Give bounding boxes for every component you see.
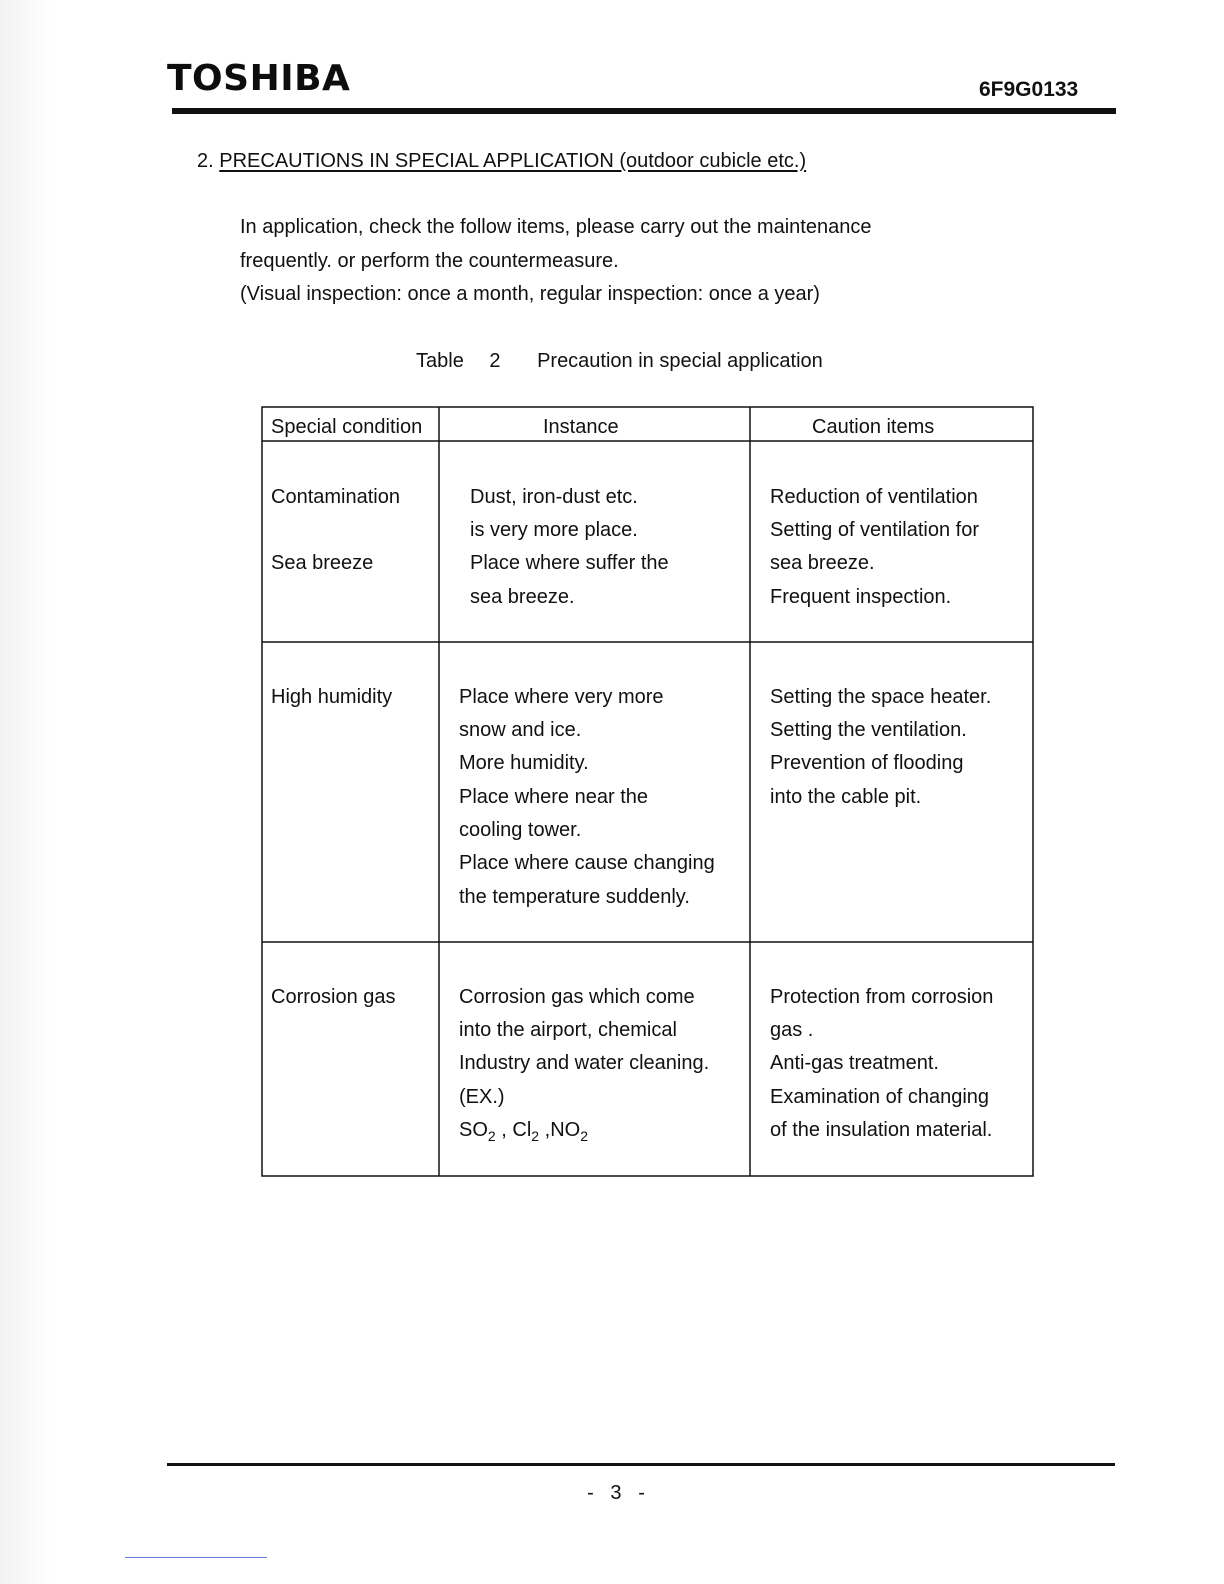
condition-cell: High humidity xyxy=(271,686,393,708)
caution-cell-line: Examination of changing xyxy=(770,1086,990,1108)
header-special-condition: Special condition xyxy=(271,416,423,438)
header-instance: Instance xyxy=(543,416,619,438)
instance-cell-line: is very more place. xyxy=(470,519,638,541)
condition-cell: Contamination xyxy=(271,486,400,508)
formula-separator: , xyxy=(539,1119,551,1141)
instance-cell-line: Dust, iron-dust etc. xyxy=(470,486,638,508)
instance-cell-line: (EX.) xyxy=(459,1086,505,1108)
condition-cell: Sea breeze xyxy=(271,552,374,574)
instance-cell-line: snow and ice. xyxy=(459,719,582,741)
formula-so: SO xyxy=(459,1119,488,1141)
header-rule xyxy=(172,108,1116,114)
document-number: 6F9G0133 xyxy=(979,78,1079,101)
section-heading xyxy=(197,150,806,173)
table-caption-number: 2 xyxy=(489,350,501,372)
instance-cell-line: Place where very more xyxy=(459,686,664,708)
section-title: PRECAUTIONS IN SPECIAL APPLICATION (outdoor cubicle etc.) xyxy=(219,150,807,172)
header-caution-items: Caution items xyxy=(812,416,935,438)
table-caption-title: Precaution in special application xyxy=(537,350,823,372)
caution-cell-line: Prevention of flooding xyxy=(770,752,964,774)
intro-line-1: In application, check the follow items, please carry out the maintenance xyxy=(240,216,872,238)
chemical-formula-line xyxy=(459,1114,588,1153)
intro-line-3: (Visual inspection: once a month, regular inspection: once a year) xyxy=(240,283,820,305)
formula-so-subscript: 2 xyxy=(487,1128,496,1144)
caution-cell-line: Setting of ventilation for xyxy=(770,519,980,541)
footer-rule xyxy=(167,1463,1115,1466)
scan-edge-shade xyxy=(0,0,52,1584)
caution-cell-line: Setting the space heater. xyxy=(770,686,992,708)
formula-cl-subscript: 2 xyxy=(531,1128,540,1144)
caution-cell-line: Reduction of ventilation xyxy=(770,486,978,508)
toshiba-logo: TOSHIBA xyxy=(167,58,351,99)
caution-cell-line: Protection from corrosion xyxy=(770,986,994,1008)
instance-cell-line: sea breeze. xyxy=(470,586,575,608)
formula-cl: Cl xyxy=(512,1119,532,1141)
caution-cell-line: gas . xyxy=(770,1019,814,1041)
formula-no: NO xyxy=(550,1119,581,1141)
instance-cell-line: Industry and water cleaning. xyxy=(459,1052,710,1074)
condition-cell: Corrosion gas xyxy=(271,986,396,1008)
caution-cell-line: Anti-gas treatment. xyxy=(770,1052,939,1074)
caution-cell-line: sea breeze. xyxy=(770,552,875,574)
intro-line-2: frequently. or perform the countermeasure. xyxy=(240,250,619,272)
instance-cell-line: Corrosion gas which come xyxy=(459,986,695,1008)
caution-cell-line: into the cable pit. xyxy=(770,786,922,808)
scan-artifact-line xyxy=(125,1557,267,1558)
instance-cell-line: More humidity. xyxy=(459,752,589,774)
caution-cell-line: Setting the ventilation. xyxy=(770,719,967,741)
instance-cell-line: Place where cause changing xyxy=(459,852,715,874)
instance-cell-line: Place where suffer the xyxy=(470,552,669,574)
page-number: - 3 - xyxy=(587,1482,645,1504)
instance-cell-line: cooling tower. xyxy=(459,819,582,841)
formula-no-subscript: 2 xyxy=(580,1128,588,1144)
instance-cell-line: the temperature suddenly. xyxy=(459,886,690,908)
formula-separator: , xyxy=(495,1119,513,1141)
section-number: 2. xyxy=(197,150,214,172)
instance-cell-line: into the airport, chemical xyxy=(459,1019,677,1041)
caution-cell-line: of the insulation material. xyxy=(770,1119,993,1141)
table-caption-label: Table xyxy=(416,350,464,372)
instance-cell-line: Place where near the xyxy=(459,786,649,808)
caution-cell-line: Frequent inspection. xyxy=(770,586,952,608)
table-caption xyxy=(416,350,823,373)
